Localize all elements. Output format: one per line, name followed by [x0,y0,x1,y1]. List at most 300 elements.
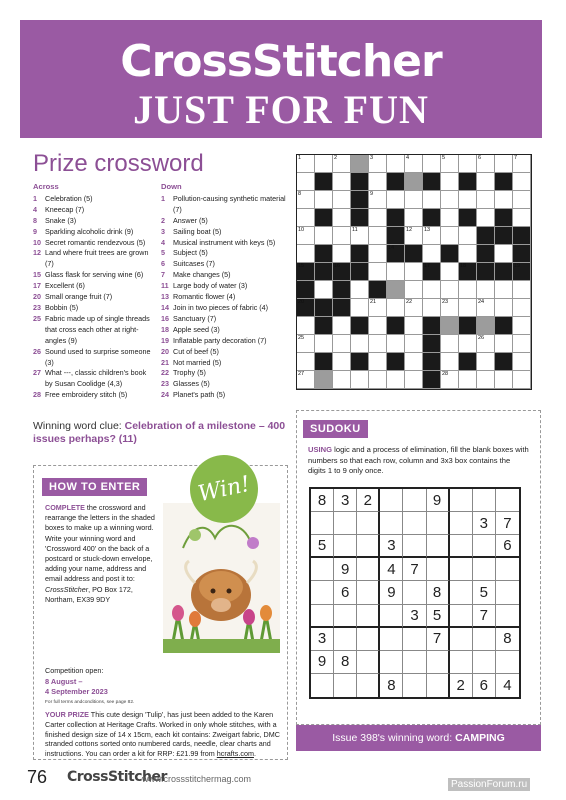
sudoku-cell[interactable] [311,605,334,628]
competition-date-start: 8 August – [45,677,83,686]
sudoku-cell[interactable] [357,674,380,697]
down-clue [161,259,289,270]
crossword-cell[interactable] [297,155,315,173]
crossword-cell[interactable] [333,245,351,263]
crossword-cell[interactable] [405,263,423,281]
clue-number: 19 [161,335,169,345]
how-to-enter-label: HOW TO ENTER [42,478,147,496]
crossword-cell[interactable] [405,299,423,317]
crossword-cell[interactable] [297,227,315,245]
crossword-cell[interactable] [513,353,531,371]
crossword-block [477,227,495,245]
sudoku-cell: 5 [473,581,496,604]
crossword-block [315,245,333,263]
clue-text: Join in two pieces of fabric (4) [173,302,269,312]
crossword-cell[interactable] [459,335,477,353]
down-clues [161,182,289,401]
crossword-cell[interactable] [441,155,459,173]
crossword-block [495,263,513,281]
crossword-cell[interactable] [459,299,477,317]
crossword-cell[interactable] [351,299,369,317]
crossword-cell[interactable] [369,227,387,245]
crossword-cell[interactable] [477,191,495,209]
crossword-block [513,227,531,245]
crossword-cell[interactable] [333,335,351,353]
crossword-cell[interactable] [423,227,441,245]
previous-winning-word-banner [296,725,541,751]
down-clue [161,292,289,303]
crossword-cell[interactable] [441,353,459,371]
crossword-cell[interactable] [297,317,315,335]
clue-text: Suitcases (7) [173,259,215,269]
sudoku-cell: 9 [380,581,403,604]
crossword-cell[interactable] [459,227,477,245]
sudoku-cell: 9 [427,489,450,512]
down-clue [161,336,289,347]
prize-end: . [253,749,256,759]
down-clue [161,216,289,227]
clue-text: Bobbin (5) [45,302,79,312]
crossword-cell[interactable] [297,371,315,389]
crossword-grid [296,154,532,390]
crossword-cell[interactable] [369,299,387,317]
clue-text: Large body of water (3) [173,281,248,291]
crossword-cell[interactable] [423,191,441,209]
crossword-block [441,245,459,263]
sudoku-cell: 7 [403,558,426,581]
sudoku-cell[interactable] [496,489,519,512]
crossword-cell[interactable] [315,281,333,299]
crossword-cell[interactable] [333,227,351,245]
clue-number: 23 [161,379,169,389]
down-clue [161,347,289,358]
sudoku-cell[interactable] [334,628,357,651]
crossword-block [513,263,531,281]
crossword-cell[interactable] [369,353,387,371]
crossword-cell[interactable] [477,353,495,371]
crossword-cell[interactable] [405,227,423,245]
crossword-shaded-cell[interactable] [477,317,495,335]
clue-text: Apple seed (3) [173,324,220,334]
crossword-cell-number: 3 [370,155,374,161]
crossword-cell[interactable] [441,173,459,191]
crossword-cell[interactable] [441,299,459,317]
crossword-block [315,263,333,281]
crossword-block [423,371,441,389]
crossword-shaded-cell[interactable] [315,371,333,389]
crossword-block [351,317,369,335]
entry-address-brand: CrossStitcher [45,584,89,594]
issue-word: CAMPING [455,732,505,744]
sudoku-cell[interactable] [334,674,357,697]
clue-number: 21 [161,357,169,367]
sudoku-cell[interactable] [311,558,334,581]
crossword-block [459,263,477,281]
sudoku-cell[interactable] [380,512,403,535]
crossword-cell[interactable] [441,191,459,209]
crossword-cell[interactable] [495,299,513,317]
crossword-cell[interactable] [495,281,513,299]
sudoku-cell[interactable] [427,674,450,697]
crossword-block [459,317,477,335]
across-clues [33,182,155,401]
crossword-cell[interactable] [333,371,351,389]
down-clue [161,270,289,281]
sudoku-cell[interactable] [473,489,496,512]
crossword-cell[interactable] [333,209,351,227]
across-clue [33,248,155,270]
clue-text: Subject (5) [173,248,208,258]
crossword-cell[interactable] [405,317,423,335]
sudoku-cell[interactable] [403,628,426,651]
crossword-cell[interactable] [387,335,405,353]
footer-logo: CrossStitcher [67,769,167,785]
crossword-cell[interactable] [495,191,513,209]
crossword-cell[interactable] [477,335,495,353]
clue-number: 10 [33,237,41,247]
clue-text: Planet's path (5) [173,390,226,400]
sudoku-cell[interactable] [357,651,380,674]
tulip-cross-stitch-image [163,503,280,653]
sudoku-cell[interactable] [357,605,380,628]
sudoku-cell[interactable] [380,605,403,628]
sudoku-cell[interactable] [357,581,380,604]
crossword-cell[interactable] [423,155,441,173]
sudoku-cell[interactable] [403,512,426,535]
sudoku-cell[interactable] [473,651,496,674]
sudoku-cell[interactable] [450,489,473,512]
crossword-cell[interactable] [405,353,423,371]
crossword-cell[interactable] [369,335,387,353]
crossword-block [423,317,441,335]
sudoku-cell[interactable] [311,674,334,697]
across-clue [33,238,155,249]
sudoku-cell: 6 [496,535,519,558]
across-clue [33,292,155,303]
sudoku-cell[interactable] [427,651,450,674]
crossword-block [315,173,333,191]
crossword-cell-number: 16 [334,263,341,269]
prize-description [45,710,281,759]
crossword-cell[interactable] [441,263,459,281]
sudoku-cell[interactable] [334,512,357,535]
crossword-cell[interactable] [441,281,459,299]
sudoku-cell[interactable] [427,535,450,558]
clue-number: 1 [33,193,37,203]
sudoku-cell[interactable] [403,674,426,697]
crossword-cell[interactable] [351,281,369,299]
sudoku-cell[interactable] [450,512,473,535]
crossword-cell[interactable] [513,191,531,209]
sudoku-cell[interactable] [311,512,334,535]
crossword-block [315,317,333,335]
sudoku-cell: 6 [334,581,357,604]
sudoku-cell: 3 [473,512,496,535]
sudoku-cell: 9 [334,558,357,581]
sudoku-label: SUDOKU [303,420,368,438]
crossword-cell[interactable] [405,371,423,389]
crossword-cell[interactable] [315,191,333,209]
crossword-cell[interactable] [513,281,531,299]
clue-text: What ---, classic children's book by Susan Coolidge (4,3) [45,368,147,389]
clue-number: 4 [161,237,165,247]
crossword-cell[interactable] [459,281,477,299]
clue-text: Not married (5) [173,357,222,367]
crossword-cell[interactable] [459,371,477,389]
crossword-cell[interactable] [369,317,387,335]
clue-number: 16 [161,313,169,323]
sudoku-cell: 8 [334,651,357,674]
down-clue [161,248,289,259]
clue-text: Musical instrument with keys (5) [173,237,276,247]
crossword-cell[interactable] [477,281,495,299]
crossword-cell[interactable] [459,155,477,173]
sudoku-cell[interactable] [380,651,403,674]
sudoku-cell: 3 [380,535,403,558]
crossword-cell[interactable] [423,299,441,317]
crossword-cell[interactable] [513,335,531,353]
crossword-block [495,227,513,245]
crossword-block [495,353,513,371]
entry-lead: COMPLETE [45,503,85,512]
crossword-block [387,317,405,335]
crossword-cell-number: 6 [478,155,482,161]
crossword-cell[interactable] [513,209,531,227]
crossword-cell[interactable] [333,173,351,191]
crossword-cell[interactable] [441,209,459,227]
crossword-cell[interactable] [315,227,333,245]
sudoku-cell[interactable] [357,558,380,581]
sudoku-cell[interactable] [380,628,403,651]
prize-lead: YOUR PRIZE [45,710,89,719]
sudoku-cell[interactable] [403,651,426,674]
crossword-cell[interactable] [297,335,315,353]
crossword-cell[interactable] [513,173,531,191]
crossword-cell[interactable] [495,155,513,173]
winning-word-clue [33,420,288,446]
clue-text: Fabric made up of single threads that cross each other at right-angles (9) [45,313,150,345]
crossword-cell[interactable] [333,191,351,209]
crossword-cell[interactable] [477,371,495,389]
sudoku-cell[interactable] [427,512,450,535]
crossword-cell[interactable] [513,155,531,173]
sudoku-cell[interactable] [450,651,473,674]
crossword-cell[interactable] [459,245,477,263]
clue-text: Trophy (5) [173,368,206,378]
clue-text: Excellent (6) [45,281,85,291]
crossword-cell[interactable] [405,155,423,173]
clue-number: 28 [33,390,41,400]
clue-number: 2 [161,215,165,225]
crossword-cell[interactable] [297,209,315,227]
sudoku-cell[interactable] [450,581,473,604]
sudoku-cell: 8 [311,489,334,512]
sudoku-cell[interactable] [473,558,496,581]
crossword-cell[interactable] [369,173,387,191]
crossword-cell[interactable] [333,317,351,335]
crossword-cell[interactable] [405,281,423,299]
crossword-cell[interactable] [441,335,459,353]
sudoku-cell[interactable] [496,558,519,581]
crossword-cell[interactable] [351,335,369,353]
crossword-cell[interactable] [405,335,423,353]
across-clue [33,390,155,401]
crossword-block [423,209,441,227]
crossword-shaded-cell[interactable] [387,281,405,299]
sudoku-cell[interactable] [403,535,426,558]
page-number: 76 [27,767,48,787]
crossword-block [387,173,405,191]
across-clue [33,281,155,292]
across-clue [33,194,155,205]
crossword-shaded-cell[interactable] [441,317,459,335]
crossword-cell[interactable] [513,299,531,317]
crossword-cell[interactable] [333,353,351,371]
crossword-cell[interactable] [477,173,495,191]
sudoku-instr-text: logic and a process of elimination, fill the blank boxes with numbers so that each row, column and 3x3 box contains the digits 1 to 9 only once. [308,445,529,476]
clue-number: 17 [33,281,41,291]
sudoku-cell[interactable] [334,535,357,558]
sudoku-cell[interactable] [473,535,496,558]
clue-number: 26 [33,346,41,356]
crossword-block [495,173,513,191]
sudoku-cell[interactable] [450,535,473,558]
clue-number: 20 [161,346,169,356]
clue-number: 11 [161,281,169,291]
sudoku-cell[interactable] [450,558,473,581]
sudoku-cell[interactable] [357,535,380,558]
sudoku-cell[interactable] [450,605,473,628]
sudoku-cell[interactable] [496,605,519,628]
clue-text: Small orange fruit (7) [45,292,113,302]
competition-dates [45,677,145,696]
crossword-cell[interactable] [441,371,459,389]
sudoku-cell[interactable] [496,581,519,604]
crossword-shaded-cell[interactable] [351,155,369,173]
clue-text: Pollution-causing synthetic material (7) [173,193,286,214]
sudoku-cell: 7 [473,605,496,628]
crossword-shaded-cell[interactable] [405,173,423,191]
down-clue [161,325,289,336]
across-clue [33,314,155,347]
crossword-cell[interactable] [315,155,333,173]
clue-text: Romantic flower (4) [173,292,236,302]
crossword-cell[interactable] [369,209,387,227]
masthead [20,20,542,138]
sudoku-cell[interactable] [357,628,380,651]
sudoku-cell[interactable] [357,512,380,535]
crossword-cell[interactable] [351,227,369,245]
crossword-cell[interactable] [369,371,387,389]
across-clue [33,216,155,227]
crossword-cell[interactable] [423,245,441,263]
crossword-cell[interactable] [513,317,531,335]
sudoku-cell[interactable] [427,558,450,581]
crossword-block [495,209,513,227]
sudoku-cell[interactable] [403,581,426,604]
clue-text: Cut of beef (5) [173,346,219,356]
crossword-block [369,281,387,299]
crossword-cell[interactable] [369,263,387,281]
sudoku-cell: 4 [503,676,512,694]
crossword-cell[interactable] [369,245,387,263]
crossword-block [477,245,495,263]
crossword-block [333,263,351,281]
crossword-block [351,173,369,191]
crossword-cell[interactable] [477,155,495,173]
crossword-cell[interactable] [369,155,387,173]
sudoku-cell[interactable] [496,651,519,674]
clue-text: Answer (5) [173,215,208,225]
clue-text: Celebration (5) [45,193,93,203]
crossword-cell[interactable] [495,371,513,389]
across-heading: Across [33,182,59,191]
crossword-block [423,173,441,191]
crossword-cell[interactable] [495,245,513,263]
crossword-cell[interactable] [297,191,315,209]
crossword-cell[interactable] [315,335,333,353]
sudoku-cell[interactable] [380,489,403,512]
footer-url[interactable]: www.crossstitchermag.com [142,774,252,784]
crossword-cell[interactable] [369,191,387,209]
sudoku-instr-lead: USING [308,445,333,454]
crossword-cell[interactable] [297,353,315,371]
crossword-cell[interactable] [405,209,423,227]
prize-link[interactable]: hcrafts.com [216,749,254,759]
crossword-cell[interactable] [459,191,477,209]
crossword-cell[interactable] [513,371,531,389]
crossword-cell[interactable] [387,299,405,317]
crossword-block [297,299,315,317]
crossword-cell[interactable] [441,227,459,245]
crossword-cell[interactable] [387,155,405,173]
sudoku-cell[interactable] [450,628,473,651]
clue-number: 18 [161,324,169,334]
crossword-cell-number: 26 [478,335,485,341]
clue-text: Free embroidery stitch (5) [45,390,128,400]
crossword-cell[interactable] [477,299,495,317]
crossword-cell[interactable] [351,371,369,389]
crossword-cell[interactable] [495,335,513,353]
down-clue [161,379,289,390]
across-clue [33,205,155,216]
down-clue [161,368,289,379]
sudoku-cell: 5 [427,605,450,628]
crossword-cell[interactable] [297,173,315,191]
crossword-cell[interactable] [387,191,405,209]
crossword-cell-number: 27 [298,371,305,377]
crossword-cell[interactable] [297,245,315,263]
crossword-cell[interactable] [333,155,351,173]
sudoku-cell: 8 [380,674,403,697]
entry-instructions [45,503,157,605]
crossword-cell-number: 18 [460,263,467,269]
sudoku-cell[interactable] [334,605,357,628]
win-badge: Win! [184,449,265,530]
crossword-block [387,245,405,263]
sudoku-cell[interactable] [403,489,426,512]
crossword-block [495,317,513,335]
crossword-cell[interactable] [405,191,423,209]
crossword-block [351,209,369,227]
crossword-cell[interactable] [387,371,405,389]
crossword-cell[interactable] [387,263,405,281]
crossword-cell[interactable] [477,209,495,227]
crossword-block [459,353,477,371]
crossword-cell[interactable] [423,281,441,299]
sudoku-cell[interactable] [311,581,334,604]
sudoku-cell[interactable] [473,628,496,651]
